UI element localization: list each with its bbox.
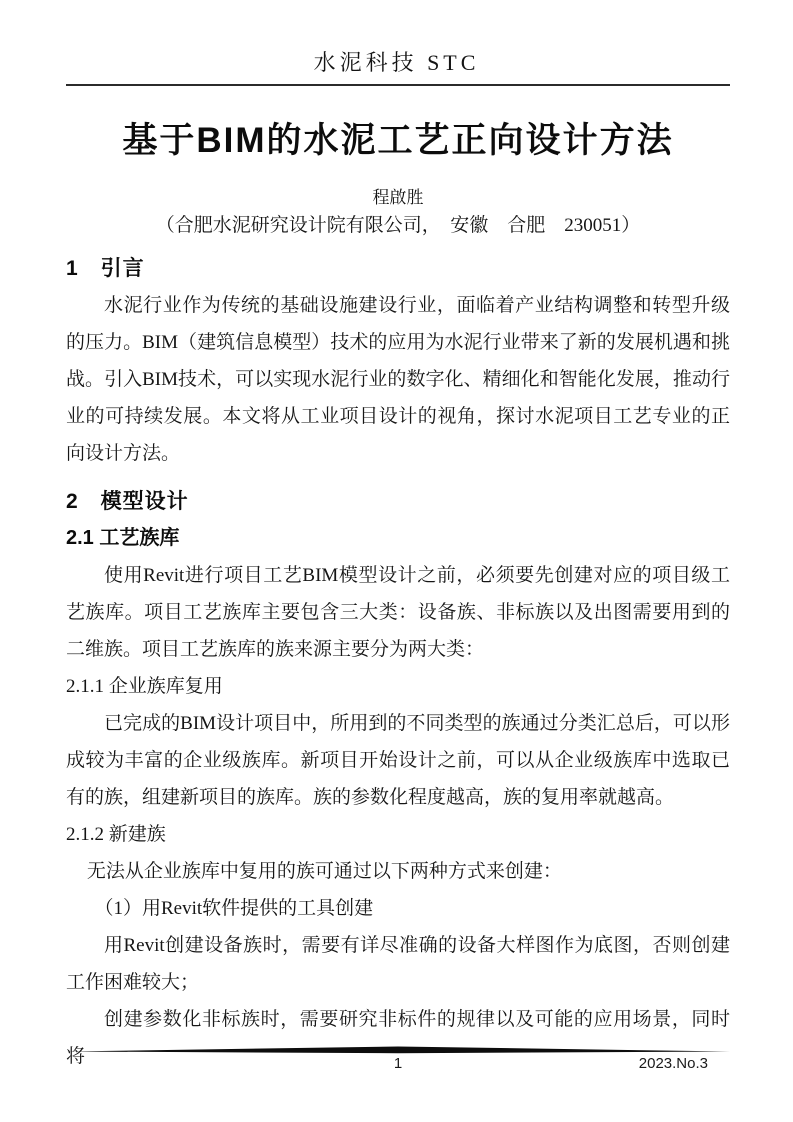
paragraph-new-family-intro: 无法从企业族库中复用的族可通过以下两种方式来创建： xyxy=(86,861,562,882)
section-2-heading: 2 模型设计 xyxy=(66,490,189,513)
issue-label: 2023.No.3 xyxy=(638,1055,708,1072)
section-2-1-heading: 2.1 工艺族库 xyxy=(66,527,180,549)
article-body xyxy=(66,120,730,1075)
section-2-1-1-heading: 2.1.1 企业族库复用 xyxy=(66,676,223,697)
article-affiliation: （合肥水泥研究设计院有限公司， 安徽 合肥 230051） xyxy=(155,215,641,236)
paragraph-enterprise-library-reuse: 已完成的BIM设计项目中，所用到的不同类型的族通过分类汇总后，可以形成较为丰富的企业级族库。新项目开始设计之前，可以从企业级族库中选取已有的族，组建新项目的族库。族的参数化程度越高，族的复用率就越高。 xyxy=(66,713,730,808)
article-title: 基于BIM的水泥工艺正向设计方法 xyxy=(122,121,674,160)
paragraph-process-family-library: 使用Revit进行项目工艺BIM模型设计之前，必须要先创建对应的项目级工艺族库。项目工艺族库主要包含三大类：设备族、非标族以及出图需要用到的二维族。项目工艺族库的族来源主要分为两大类： xyxy=(66,565,730,660)
section-1-heading: 1 引言 xyxy=(66,257,145,280)
header-rule xyxy=(66,84,730,86)
paragraph-introduction: 水泥行业作为传统的基础设施建设行业，面临着产业结构调整和转型升级的压力。BIM（建筑信息模型）技术的应用为水泥行业带来了新的发展机遇和挑战。引入BIM技术，可以实现水泥行业的数字化、精细化和智能化发展，推动行业的可持续发展。本文将从工业项目设计的视角，探讨水泥项目工艺专业的正向设计方法。 xyxy=(66,295,730,464)
page-number: 1 xyxy=(393,1055,403,1072)
journal-title: 水泥科技 STC xyxy=(313,50,480,75)
paragraph-parametric-family: 创建参数化非标族时，需要研究非标件的规律以及可能的应用场景，同时将 xyxy=(66,1009,730,1067)
footer-rule xyxy=(66,1046,730,1054)
page-footer xyxy=(66,1046,730,1075)
section-2-1-2-heading: 2.1.2 新建族 xyxy=(66,824,166,845)
list-item-revit-tool: （1）用Revit软件提供的工具创建 xyxy=(94,898,374,919)
paragraph-equipment-family: 用Revit创建设备族时，需要有详尽准确的设备大样图作为底图，否则创建工作困难较大； xyxy=(66,935,730,993)
footer-row xyxy=(66,1055,730,1075)
journal-header xyxy=(0,0,793,77)
article-author: 程啟胜 xyxy=(372,188,424,207)
